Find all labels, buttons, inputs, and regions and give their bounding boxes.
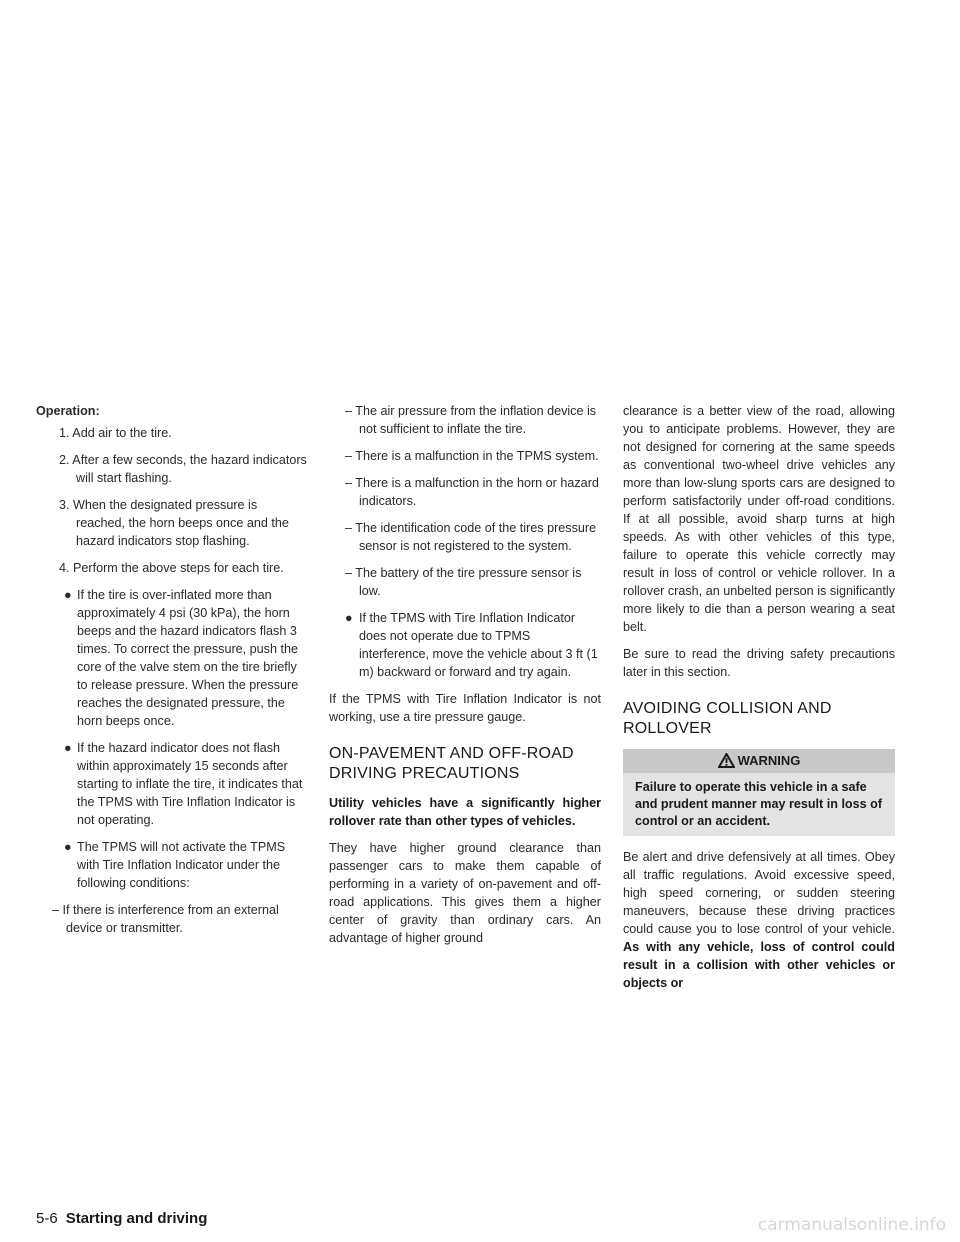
column-2: [329, 402, 601, 956]
watermark: carmanualsonline.info: [757, 1215, 946, 1235]
bullet-text: If the TPMS with Tire Inflation Indicator does not operate due to TPMS interference, move the vehicle about 3 ft (1 m) backward or forward and try again.: [359, 611, 598, 679]
warning-box: [623, 749, 895, 836]
condition-item: – If there is interference from an external device or transmitter.: [52, 903, 279, 935]
warning-header: [623, 749, 895, 773]
step-2: 2. After a few seconds, the hazard indicators will start flashing.: [59, 453, 307, 485]
bullet-icon: ●: [64, 840, 72, 854]
paragraph: They have higher ground clearance than passenger cars to make them capable of performing in a variety of on-pavement and off-road applications. This gives them a higher center of gravity than ordinary cars. An advantage of higher ground: [329, 841, 601, 945]
warning-label: WARNING: [737, 753, 801, 768]
column-3: [623, 402, 895, 1001]
lead-paragraph: Utility vehicles have a significantly higher rollover rate than other types of vehicles.: [329, 796, 601, 828]
paragraph: clearance is a better view of the road, allowing you to anticipate problems. However, they are not designed for cornering at the same speeds as conventional two-wheel drive vehicles any more than low-slung sports cars are designed to perform satisfactorily under off-road conditions. If at all possible, avoid sharp turns at high speeds. As with other vehicles of this type, failure to operate this vehicle correctly may result in loss of control or vehicle rollover. In a rollover crash, an unbelted person is significantly more likely to die than a person wearing a seat belt.: [623, 404, 895, 634]
step-4: 4. Perform the above steps for each tire.: [59, 561, 284, 575]
bullet-icon: ●: [64, 741, 72, 755]
section-title: AVOIDING COLLISION AND ROLLOVER: [623, 700, 832, 737]
section-title: ON-PAVEMENT AND OFF-ROAD DRIVING PRECAUTIONS: [329, 745, 574, 782]
bullet-text: If the tire is over-inflated more than approximately 4 psi (30 kPa), the horn beeps and the hazard indicators flash 3 times. To correct the pressure, push the core of the valve stem on the tire briefly to release pressure. When the pressure reaches the designated pressure, the horn beeps once.: [77, 588, 299, 728]
section-name: Starting and driving: [65, 1210, 208, 1227]
warning-text: Failure to operate this vehicle in a safe and prudent manner may result in loss of control or an accident.: [623, 773, 895, 836]
bullet-item: [36, 838, 307, 892]
page-footer: [36, 1210, 207, 1228]
page-number: 5-6: [36, 1210, 58, 1227]
paragraph-bold-text: As with any vehicle, loss of control could result in a collision with other vehicles or objects or: [623, 940, 895, 990]
paragraph: [623, 848, 895, 992]
bullet-item: [36, 739, 307, 829]
step-1: 1. Add air to the tire.: [59, 426, 172, 440]
bullet-item: [36, 586, 307, 730]
condition-item: – There is a malfunction in the horn or hazard indicators.: [345, 476, 599, 508]
paragraph: If the TPMS with Tire Inflation Indicator is not working, use a tire pressure gauge.: [329, 692, 601, 724]
bullet-icon: ●: [64, 588, 72, 602]
bullet-icon: ●: [345, 611, 353, 625]
bullet-text: The TPMS will not activate the TPMS with Tire Inflation Indicator under the following conditions:: [77, 840, 286, 890]
operation-heading: Operation:: [36, 404, 100, 418]
bullet-item: [329, 609, 601, 681]
paragraph: Be sure to read the driving safety precautions later in this section.: [623, 647, 895, 679]
column-1: [36, 402, 307, 946]
step-3: 3. When the designated pressure is reached, the horn beeps once and the hazard indicators stop flashing.: [59, 498, 289, 548]
warning-triangle-icon: [718, 753, 735, 768]
condition-item: – The air pressure from the inflation device is not sufficient to inflate the tire.: [345, 404, 597, 436]
bullet-text: If the hazard indicator does not flash within approximately 15 seconds after starting to inflate the tire, it indicates that the TPMS with Tire Inflation Indicator is not operating.: [77, 741, 303, 827]
condition-item: – The battery of the tire pressure sensor is low.: [345, 566, 582, 598]
paragraph-text: Be alert and drive defensively at all times. Obey all traffic regulations. Avoid excessive speed, high speed cornering, or sudden steering maneuvers, because these driving practices could cause you to lose control of your vehicle.: [623, 850, 895, 936]
condition-item: – The identification code of the tires pressure sensor is not registered to the system.: [345, 521, 597, 553]
condition-item: – There is a malfunction in the TPMS system.: [345, 449, 599, 463]
